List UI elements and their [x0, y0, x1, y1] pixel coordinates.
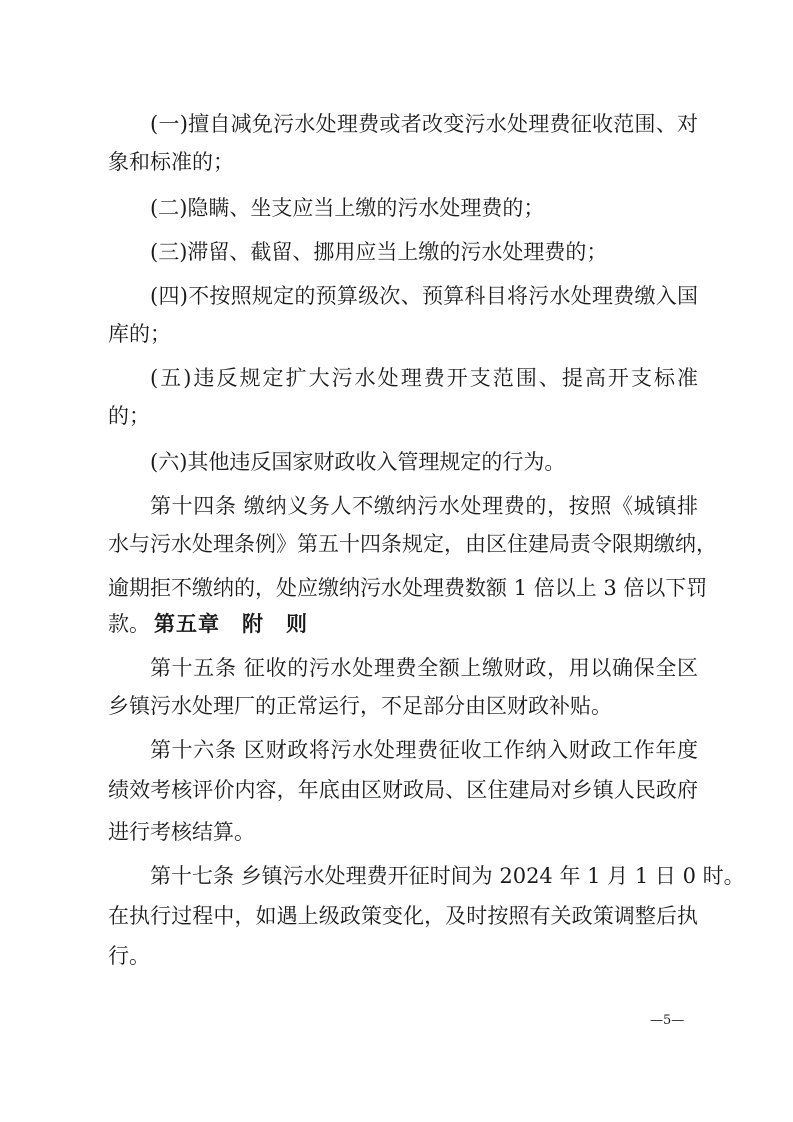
article-17-line-2: 在执行过程中，如遇上级政策变化，及时按照有关政策调整后执	[108, 904, 698, 928]
clause-4-line-2: 库的；	[108, 322, 171, 346]
clause-1-line-1: (一)擅自减免污水处理费或者改变污水处理费征收范围、对	[150, 112, 698, 136]
article-15-line-1: 第十五条 征收的污水处理费全额上缴财政，用以确保全区	[150, 656, 698, 680]
article-14-line-4	[108, 610, 698, 638]
article-14-ending: 款。	[108, 612, 150, 636]
article-14-line-2: 水与污水处理条例》第五十四条规定，由区住建局责令限期缴纳，	[108, 532, 717, 556]
article-16-line-3: 进行考核结算。	[108, 820, 255, 844]
clause-3: (三)滞留、截留、挪用应当上缴的污水处理费的；	[150, 240, 608, 264]
article-14-line-1: 第十四条 缴纳义务人不缴纳污水处理费的，按照《城镇排	[150, 494, 698, 518]
clause-1-line-2: 象和标准的；	[108, 150, 234, 174]
clause-4-line-1: (四)不按照规定的预算级次、预算科目将污水处理费缴入国	[150, 284, 698, 308]
clause-6: (六)其他违反国家财政收入管理规定的行为。	[150, 450, 566, 474]
article-16-line-1: 第十六条 区财政将污水处理费征收工作纳入财政工作年度	[150, 738, 698, 762]
clause-2: (二)隐瞒、坐支应当上缴的污水处理费的；	[150, 196, 545, 220]
clause-5-line-1: (五)违反规定扩大污水处理费开支范围、提高开支标准	[150, 366, 698, 390]
article-15-line-2: 乡镇污水处理厂的正常运行，不足部分由区财政补贴。	[108, 694, 612, 718]
article-14-line-3: 逾期拒不缴纳的，处应缴纳污水处理费数额 1 倍以上 3 倍以下罚	[108, 576, 708, 600]
chapter-heading: 第五章 附 则	[154, 612, 308, 636]
clause-5-line-2: 的；	[108, 404, 150, 428]
article-16-line-2: 绩效考核评价内容，年底由区财政局、区住建局对乡镇人民政府	[108, 778, 698, 802]
article-17-line-1: 第十七条 乡镇污水处理费开征时间为 2024 年 1 月 1 日 0 时。	[150, 864, 745, 888]
article-17-line-3: 行。	[108, 944, 150, 968]
page-number: —5—	[650, 1013, 685, 1028]
